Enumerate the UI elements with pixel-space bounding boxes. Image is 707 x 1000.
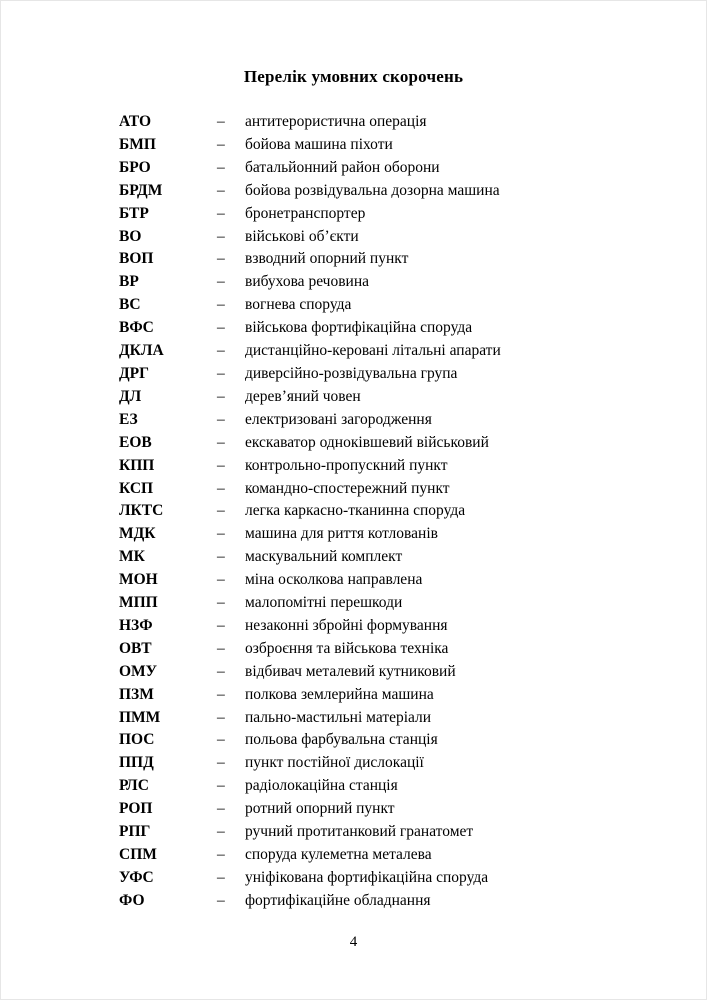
abbreviation-definition: міна осколкова направлена — [245, 571, 423, 589]
abbreviation-definition: польова фарбувальна станція — [245, 731, 438, 749]
abbreviation-row — [119, 729, 706, 752]
dash-separator: – — [217, 800, 225, 818]
abbreviation-term: ПОС — [119, 731, 155, 749]
abbreviation-row — [119, 134, 706, 157]
abbreviation-row — [119, 638, 706, 661]
abbreviation-definition: екскаватор одноківшевий військовий — [245, 433, 489, 451]
dash-separator: – — [217, 708, 225, 726]
abbreviation-definition: взводний опорний пункт — [245, 250, 409, 268]
abbreviation-row — [119, 775, 706, 798]
dash-separator: – — [217, 823, 225, 841]
dash-separator: – — [217, 868, 225, 886]
abbreviation-definition: пально-мастильні матеріали — [245, 708, 432, 726]
abbreviation-term: ВФС — [119, 319, 154, 337]
abbreviation-row — [119, 867, 706, 890]
abbreviation-row — [119, 478, 706, 501]
abbreviation-definition: бронетранспортер — [245, 204, 366, 222]
dash-separator: – — [217, 273, 225, 291]
abbreviation-definition: малопомітні перешкоди — [245, 594, 403, 612]
abbreviation-row — [119, 661, 706, 684]
abbreviation-row — [119, 752, 706, 775]
dash-separator: – — [217, 364, 225, 382]
abbreviation-definition: незаконні збройні формування — [245, 616, 448, 634]
abbreviation-definition: командно-спостережний пункт — [245, 479, 450, 497]
abbreviation-definition: вибухова речовина — [245, 273, 370, 291]
abbreviation-row — [119, 226, 706, 249]
abbreviation-definition: дистанційно-керовані літальні апарати — [245, 342, 501, 360]
abbreviation-definition: контрольно-пропускний пункт — [245, 456, 448, 474]
abbreviation-definition: військові об’єкти — [245, 227, 359, 245]
dash-separator: – — [217, 158, 225, 176]
abbreviation-row — [119, 111, 706, 134]
abbreviation-definition: споруда кулеметна металева — [245, 846, 432, 863]
dash-separator: – — [217, 227, 225, 245]
abbreviation-row — [119, 592, 706, 615]
abbreviation-row — [119, 386, 706, 409]
dash-separator: – — [217, 433, 225, 451]
abbreviation-term: ПЗМ — [119, 685, 154, 703]
dash-separator: – — [217, 456, 225, 474]
abbreviation-term: СПМ — [119, 846, 157, 863]
abbreviation-term: МК — [119, 548, 145, 566]
abbreviation-term: ЕЗ — [119, 410, 138, 428]
abbreviation-definition: пункт постійної дислокації — [245, 754, 424, 772]
abbreviation-definition: вогнева споруда — [245, 296, 352, 314]
abbreviation-row — [119, 615, 706, 638]
abbreviation-term: РЛС — [119, 777, 149, 795]
dash-separator: – — [217, 754, 225, 772]
abbreviation-term: БРО — [119, 158, 151, 176]
dash-separator: – — [217, 502, 225, 520]
abbreviation-row — [119, 340, 706, 363]
abbreviation-definition: озброєння та військова техніка — [245, 639, 449, 657]
dash-separator: – — [217, 685, 225, 703]
abbreviation-row — [119, 317, 706, 340]
dash-separator: – — [217, 342, 225, 360]
abbreviation-definition: ротний опорний пункт — [245, 800, 395, 818]
abbreviation-row — [119, 271, 706, 294]
abbreviation-term: ОМУ — [119, 662, 158, 680]
page-number: 4 — [349, 934, 358, 950]
abbreviation-row — [119, 890, 706, 913]
abbreviation-row — [119, 203, 706, 226]
dash-separator: – — [217, 113, 225, 130]
abbreviation-definition: полкова землерийна машина — [245, 685, 434, 703]
abbreviation-definition: електризовані загородження — [245, 410, 432, 428]
dash-separator: – — [217, 410, 225, 428]
abbreviation-definition: фортифікаційне обладнання — [245, 891, 431, 909]
abbreviation-definition: військова фортифікаційна споруда — [245, 319, 473, 337]
dash-separator: – — [217, 135, 225, 153]
abbreviation-definition: відбивач металевий кутниковий — [245, 662, 456, 680]
dash-separator: – — [217, 296, 225, 314]
dash-separator: – — [217, 387, 225, 405]
abbreviation-row — [119, 248, 706, 271]
abbreviation-row — [119, 569, 706, 592]
abbreviation-term: БРДМ — [119, 181, 163, 199]
dash-separator: – — [217, 616, 225, 634]
abbreviation-row — [119, 821, 706, 844]
abbreviation-row — [119, 180, 706, 203]
abbreviation-list — [119, 111, 706, 913]
dash-separator: – — [217, 846, 225, 863]
dash-separator: – — [217, 250, 225, 268]
abbreviation-term: ЛКТС — [119, 502, 164, 520]
abbreviation-row — [119, 844, 706, 867]
abbreviation-term: МДК — [119, 525, 156, 543]
abbreviation-term: МОН — [119, 571, 158, 589]
abbreviation-definition: легка каркасно-тканинна споруда — [245, 502, 466, 520]
abbreviation-term: ВО — [119, 227, 142, 245]
abbreviation-definition: диверсійно-розвідувальна група — [245, 364, 458, 382]
dash-separator: – — [217, 204, 225, 222]
abbreviation-row — [119, 798, 706, 821]
abbreviation-definition: ручний протитанковий гранатомет — [245, 823, 474, 841]
abbreviation-definition: уніфікована фортифікаційна споруда — [245, 868, 489, 886]
abbreviation-term: РПГ — [119, 823, 151, 841]
abbreviation-term: БТР — [119, 204, 149, 222]
abbreviation-row — [119, 363, 706, 386]
abbreviation-term: УФС — [119, 868, 154, 886]
abbreviation-term: БМП — [119, 135, 156, 153]
abbreviation-term: ВР — [119, 273, 139, 291]
abbreviation-definition: бойова розвідувальна дозорна машина — [245, 181, 500, 199]
abbreviation-term: ОВТ — [119, 639, 152, 657]
abbreviation-row — [119, 409, 706, 432]
abbreviation-term: ЕОВ — [119, 433, 152, 451]
abbreviation-term: МПП — [119, 594, 158, 612]
dash-separator: – — [217, 662, 225, 680]
abbreviation-row — [119, 455, 706, 478]
abbreviation-row — [119, 707, 706, 730]
page-title: Перелік умовних скорочень — [243, 67, 464, 86]
dash-separator: – — [217, 548, 225, 566]
abbreviation-row — [119, 546, 706, 569]
dash-separator: – — [217, 777, 225, 795]
abbreviation-definition: бойова машина піхоти — [245, 135, 393, 153]
abbreviation-term: ПММ — [119, 708, 161, 726]
dash-separator: – — [217, 479, 225, 497]
abbreviation-definition: антитерористична операція — [245, 113, 427, 130]
dash-separator: – — [217, 731, 225, 749]
abbreviation-term: КСП — [119, 479, 154, 497]
abbreviation-term: АТО — [119, 113, 152, 130]
abbreviation-row — [119, 157, 706, 180]
dash-separator: – — [217, 181, 225, 199]
dash-separator: – — [217, 639, 225, 657]
dash-separator: – — [217, 319, 225, 337]
abbreviation-row — [119, 432, 706, 455]
abbreviation-definition: дерев’яний човен — [245, 387, 361, 405]
dash-separator: – — [217, 891, 225, 909]
abbreviation-term: ДЛ — [119, 387, 142, 405]
abbreviation-term: ВОП — [119, 250, 154, 268]
dash-separator: – — [217, 571, 225, 589]
abbreviation-term: НЗФ — [119, 616, 153, 634]
abbreviation-term: ППД — [119, 754, 154, 772]
abbreviation-term: ВС — [119, 296, 141, 314]
abbreviation-definition: машина для риття котлованів — [245, 525, 438, 543]
abbreviation-term: РОП — [119, 800, 153, 818]
abbreviation-definition: маскувальний комплект — [245, 548, 403, 566]
abbreviation-row — [119, 523, 706, 546]
abbreviation-term: ДРГ — [119, 364, 149, 382]
abbreviation-row — [119, 684, 706, 707]
abbreviation-term: ФО — [119, 891, 145, 909]
dash-separator: – — [217, 525, 225, 543]
abbreviation-definition: батальйонний район оборони — [245, 158, 440, 176]
abbreviation-row — [119, 294, 706, 317]
abbreviation-term: ДКЛА — [119, 342, 164, 360]
abbreviation-definition: радіолокаційна станція — [245, 777, 398, 795]
dash-separator: – — [217, 594, 225, 612]
abbreviation-row — [119, 500, 706, 523]
abbreviation-term: КПП — [119, 456, 155, 474]
